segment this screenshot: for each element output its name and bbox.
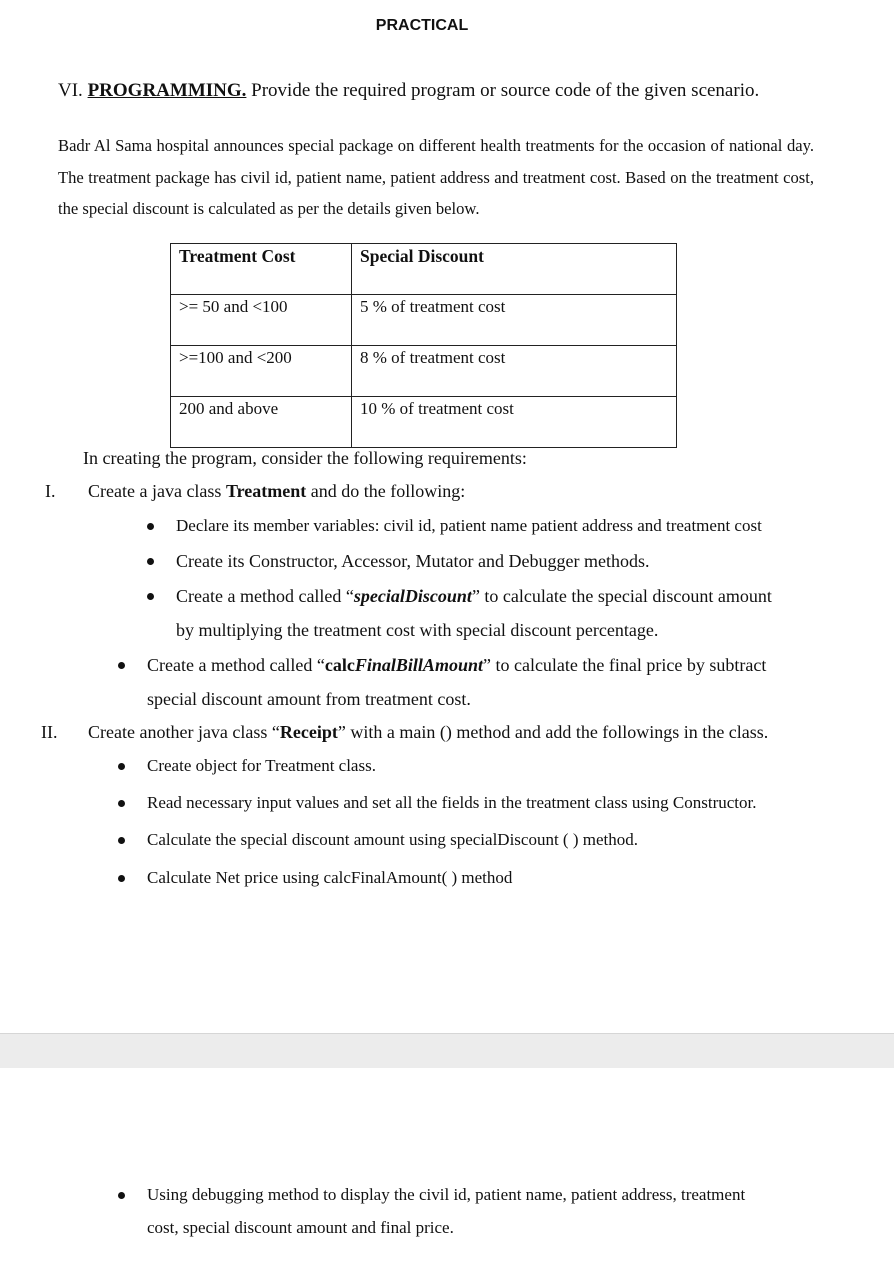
table-cell: >= 50 and <100 (171, 295, 352, 346)
page-separator (0, 1033, 894, 1068)
table-header: Treatment Cost (171, 244, 352, 295)
bullet-icon (118, 875, 125, 882)
list-item: Declare its member variables: civil id, patient name patient address and treatment cost (176, 516, 762, 535)
table-row (171, 295, 677, 346)
list-item-continuation: special discount amount from treatment cost. (147, 689, 471, 709)
bullet-icon (147, 593, 154, 600)
list-item: Read necessary input values and set all the fields in the treatment class using Constructor. (147, 793, 757, 812)
part-title: Create a java class Treatment and do the following: (88, 481, 466, 501)
list-item-continuation: by multiplying the treatment cost with special discount percentage. (176, 620, 659, 640)
part-title: Create another java class “Receipt” with a main () method and add the followings in the class. (88, 722, 769, 742)
table-cell: 5 % of treatment cost (352, 295, 677, 346)
bullet-icon (147, 558, 154, 565)
bullet-icon (118, 662, 125, 669)
page-heading: PRACTICAL (375, 17, 469, 34)
table-cell: 8 % of treatment cost (352, 346, 677, 397)
list-item: Using debugging method to display the civil id, patient name, patient address, treatment (147, 1185, 746, 1204)
requirements-intro: In creating the program, consider the following requirements: (83, 448, 527, 468)
part-numeral: I. (45, 481, 56, 501)
list-item: Create a method called “calcFinalBillAmount” to calculate the final price by subtract (147, 655, 767, 675)
bullet-icon (118, 1192, 125, 1199)
scenario-paragraph: Badr Al Sama hospital announces special package on different health treatments for the occasion of national day. The treatment package has civil id, patient name, patient address and treatment cost. Based on the treatment cost, the special discount is calculated as per the details given below. (58, 136, 814, 218)
bullet-icon (118, 763, 125, 770)
list-item: Create its Constructor, Accessor, Mutator and Debugger methods. (176, 551, 650, 571)
table-cell: 10 % of treatment cost (352, 397, 677, 448)
section-title-bold: PROGRAMMING. (87, 80, 247, 101)
table-header-row (171, 244, 677, 295)
part-numeral: II. (41, 722, 58, 742)
list-item: Calculate Net price using calcFinalAmount( ) method (147, 868, 513, 887)
table-cell: >=100 and <200 (171, 346, 352, 397)
list-item: Create object for Treatment class. (147, 756, 376, 775)
table-row (171, 397, 677, 448)
list-item: Calculate the special discount amount using specialDiscount ( ) method. (147, 830, 638, 849)
table-header: Special Discount (352, 244, 677, 295)
table-cell: 200 and above (171, 397, 352, 448)
section-title: VI. PROGRAMMING. Provide the required program or source code of the given scenario. (58, 80, 760, 101)
list-item-continuation: cost, special discount amount and final price. (147, 1218, 454, 1237)
table-row (171, 346, 677, 397)
bullet-icon (118, 800, 125, 807)
discount-table (170, 243, 677, 448)
bullet-icon (118, 837, 125, 844)
list-item: Create a method called “specialDiscount” to calculate the special discount amount (176, 586, 772, 606)
bullet-icon (147, 523, 154, 530)
